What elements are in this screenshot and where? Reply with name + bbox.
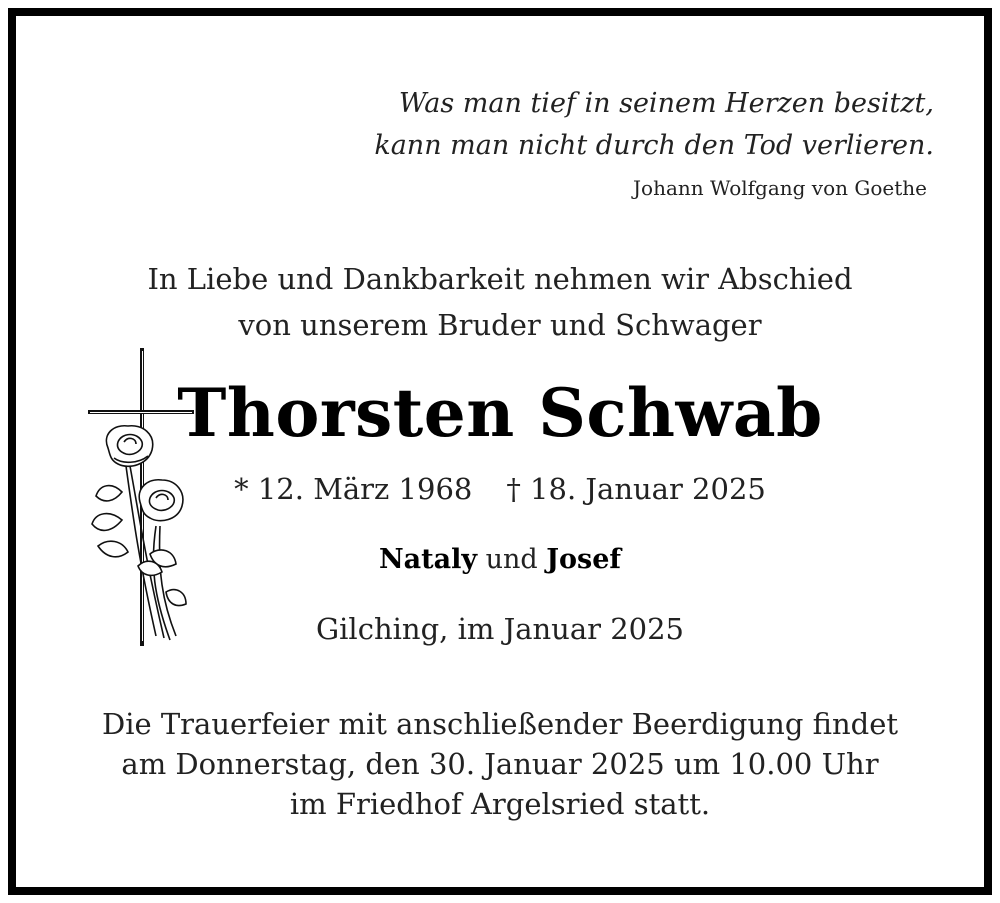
quote-line-1: Was man tief in seinem Herzen besitzt, <box>398 88 934 119</box>
place-and-date: Gilching, im Januar 2025 <box>315 612 685 646</box>
quote-line-2: kann man nicht durch den Tod verlieren. <box>374 130 934 161</box>
service-line-2: am Donnerstag, den 30. Januar 2025 um 10.00 Uhr <box>121 747 879 781</box>
intro-line-1: In Liebe und Dankbarkeit nehmen wir Abschied <box>147 262 853 296</box>
mourner-name-2: Josef <box>546 544 622 575</box>
quote-author: Johann Wolfgang von Goethe <box>633 176 927 200</box>
intro-line-2: von unserem Bruder und Schwager <box>238 308 762 342</box>
life-dates <box>16 472 984 506</box>
mourners-joiner: und <box>477 544 547 575</box>
birth-date: * 12. März 1968 <box>234 472 473 506</box>
obituary-frame <box>8 8 992 895</box>
mourner-name-1: Nataly <box>378 544 478 575</box>
service-line-3: im Friedhof Argelsried statt. <box>289 787 711 821</box>
mourners <box>16 544 984 575</box>
death-date: † 18. Januar 2025 <box>506 472 766 506</box>
deceased-name: Thorsten Schwab <box>177 374 823 452</box>
service-line-1: Die Trauerfeier mit anschließender Beerdigung findet <box>101 707 899 741</box>
